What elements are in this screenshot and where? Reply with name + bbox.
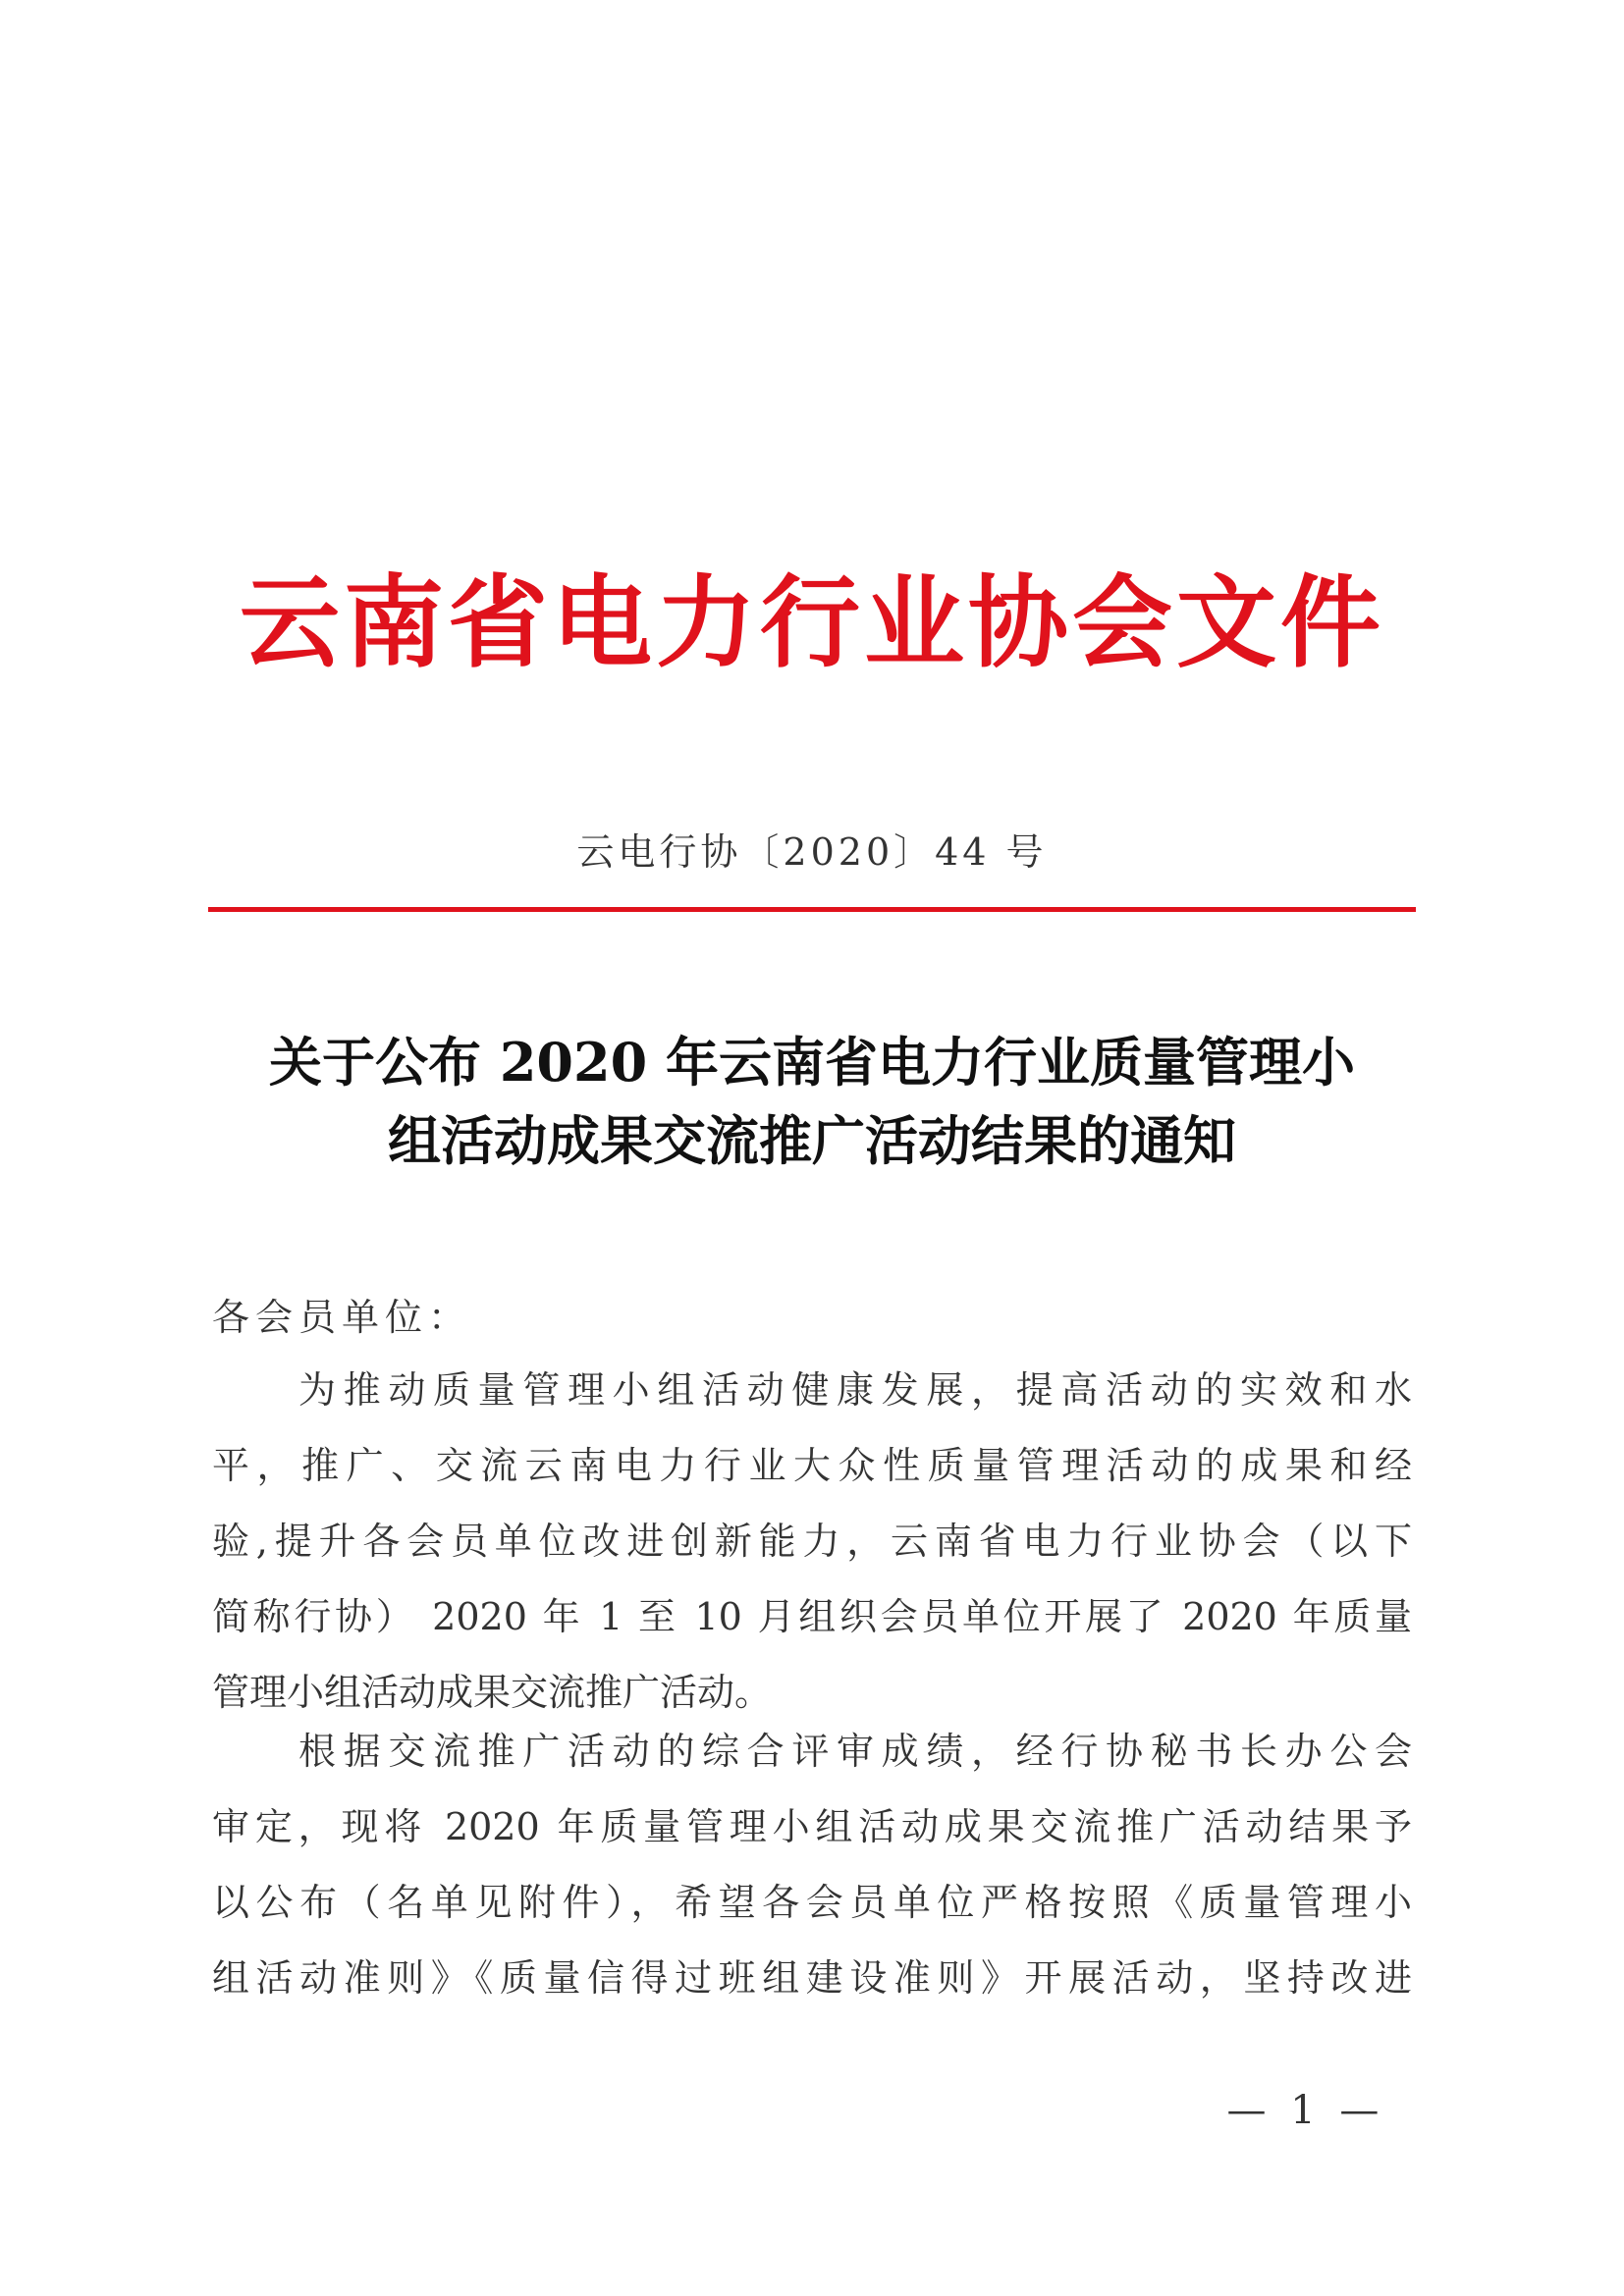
paragraph-line: 以公布（名单见附件），希望各会员单位严格按照《质量管理小 [212,1881,1412,1924]
paragraph-line: 根据交流推广活动的综合评审成绩，经行协秘书长办公会 [298,1730,1412,1773]
paragraph-line: 为推动质量管理小组活动健康发展，提高活动的实效和水 [298,1368,1412,1412]
body-paragraph-1 [212,1353,1412,1731]
paragraph-line: 审定，现将 2020 年质量管理小组活动成果交流推广活动结果予 [212,1805,1412,1848]
body-paragraph-2 [212,1714,1412,2016]
paragraph-line: 管理小组活动成果交流推广活动。 [212,1671,773,1714]
red-divider-line [208,907,1416,912]
page-number: — 1 — [1226,2088,1385,2133]
document-number: 云电行协〔2020〕44 号 [576,830,1048,874]
paragraph-line: 验,提升各会员单位改进创新能力，云南省电力行业协会（以下 [212,1520,1412,1563]
document-masthead: 云南省电力行业协会文件 [240,564,1384,682]
salutation: 各会员单位： [212,1296,472,1339]
paragraph-line: 简称行协） 2020 年 1 至 10 月组织会员单位开展了 2020 年质量 [212,1595,1412,1638]
paragraph-line: 组活动准则》《质量信得过班组建设准则》开展活动，坚持改进 [212,1956,1412,2000]
document-title [208,1023,1416,1180]
document-title-line-2: 组活动成果交流推广活动结果的通知 [388,1109,1236,1172]
document-title-line-1: 关于公布 2020 年云南省电力行业质量管理小 [269,1031,1355,1094]
paragraph-line: 平，推广、交流云南电力行业大众性质量管理活动的成果和经 [212,1444,1412,1487]
